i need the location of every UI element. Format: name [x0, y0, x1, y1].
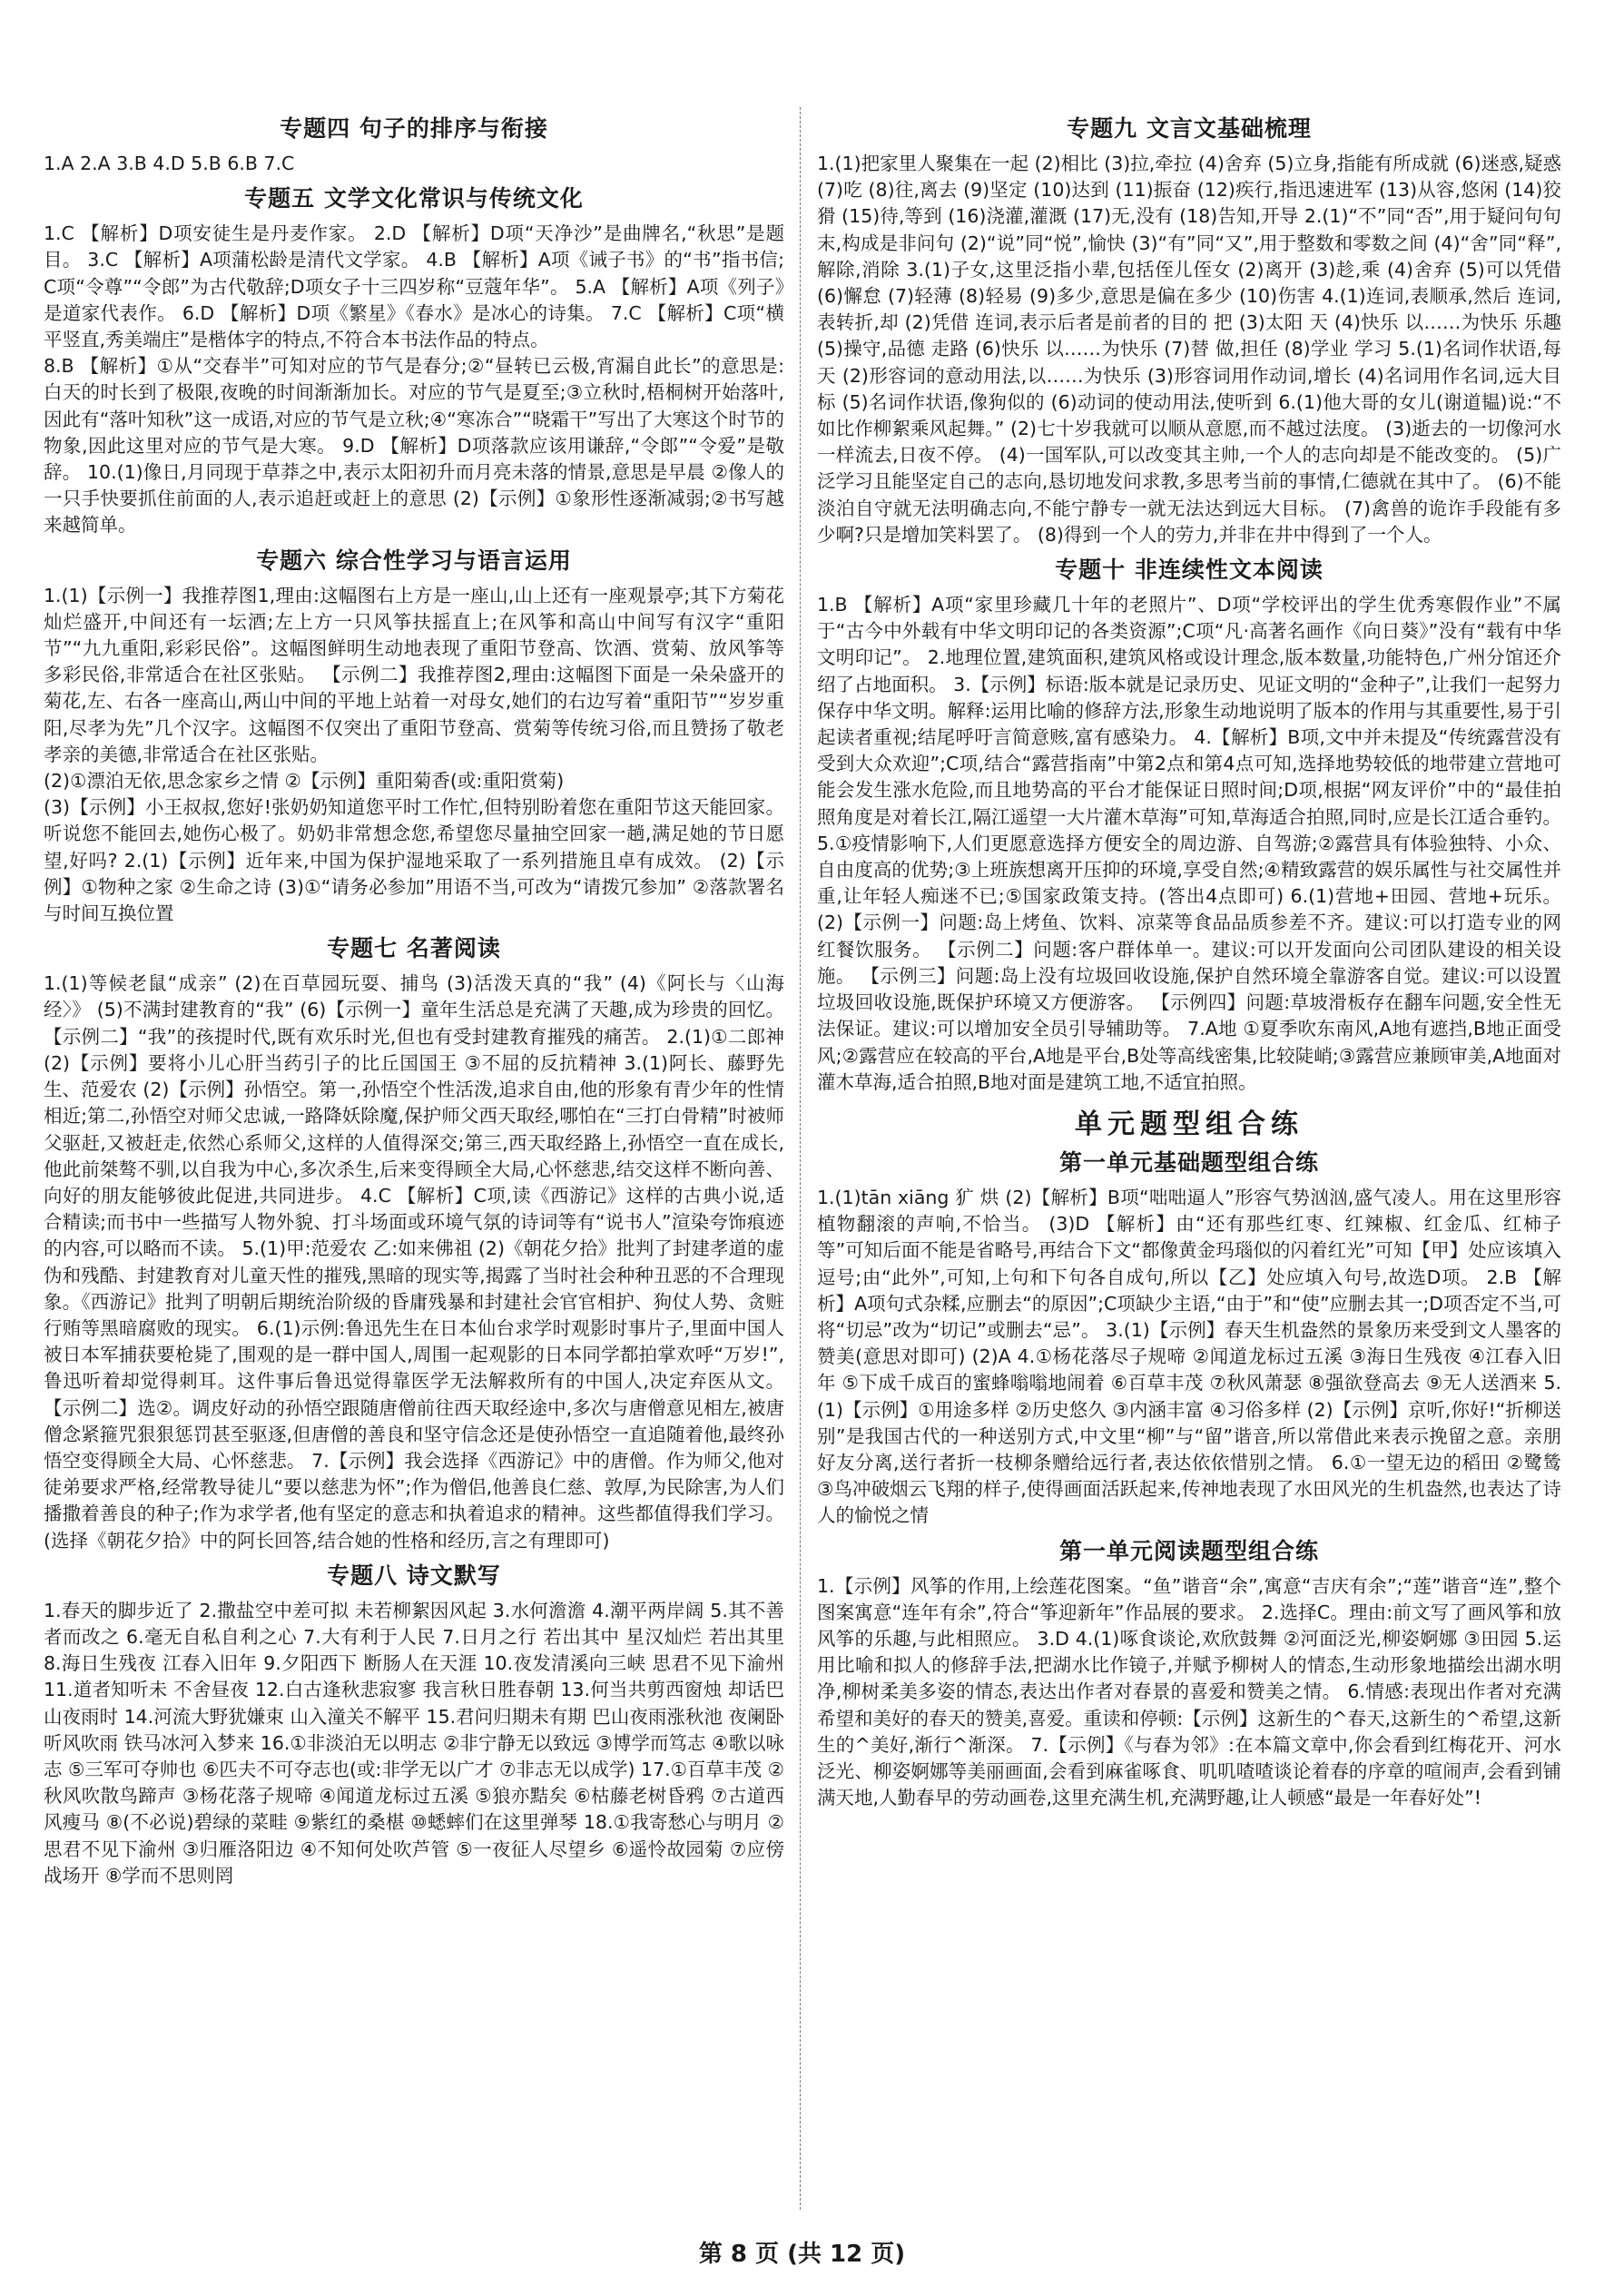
section	[817, 1109, 1561, 1141]
answer-paragraph: 1.(1)tān xiāng 犷 烘 (2)【解析】B项“咄咄逼人”形容气势汹汹,盛气凌人。用在这里形容植物翻滚的声响,不恰当。 (3)D 【解析】由“还有那些红枣、红辣椒、红金瓜、红柿子等”可知后面不能是省略号,再结合下文“都像黄金玛瑙似的闪着红光”可知【甲】处应该填入逗号;由“此外”,可知,上句和下句各自成句,所以【乙】处应填入句号,故选D项。 2.B 【解析】A项句式杂糅,应删去“的原因”;C项缺少主语,“由于”和“使”应删去其一;D项否定不当,可将“切忌”改为“切记”或删去“忌”。 3.(1)【示例】春天生机盎然的景象历来受到文人墨客的赞美(意思对即可) (2)A 4.①杨花落尽子规啼 ②闻道龙标过五溪 ③海日生残夜 ④江春入旧年 ⑤下成千成百的蜜蜂嗡嗡地闹着 ⑥百草丰茂 ⑦秋风萧瑟 ⑧强欲登高去 ⑨无人送酒来 5.(1)【示例】①用途多样 ②历史悠久 ③内涵丰富 ④习俗多样 (2)【示例】京听,你好!“折柳送别”是我国古代的一种送别方式,中文里“柳”与“留”谐音,所以常借此来表示挽留之意。亲朋好友分离,送行者折一枝柳条赠给远行者,表达依依惜别之情。 6.①一望无边的稻田 ②鹭鸶 ③鸟冲破烟云飞翔的样子,使得画面活跃起来,传神地表现了水田风光的生机盎然,也表达了诗人的愉悦之情	[817, 1186, 1561, 1527]
section	[44, 932, 784, 1553]
answer-paragraph: 1.B 【解析】A项“家里珍藏几十年的老照片”、D项“学校评出的学生优秀寒假作业”不属于“古今中外载有中华文明印记的各类资源”;C项“凡·高著名画作《向日葵》”没有“载有中华文明印记”。 2.地理位置,建筑面积,建筑风格或设计理念,版本数量,功能特色,广州分馆还介绍了占地面积。 3.【示例】标语:版本就是记录历史、见证文明的“金种子”,让我们一起努力保存中华文明。解释:运用比喻的修辞方法,形象生动地说明了版本的作用与其重要性,易于引起读者重视;结尾呼吁言简意赅,富有感染力。 4.【解析】B项,文中并未提及“传统露营没有受到大众欢迎”;C项,结合“露营指南”中第2点和第4点可知,选择地势较低的地带建立营地可能会发生涨水危险,而且地势高的平台才能保证日照时间;D项,根据“网友评价”中的“最佳拍照角度是对着长江,隔江遥望一大片灌木草海”可知,草海适合拍照,同时,应是长江适合垂钓。 5.①疫情影响下,人们更愿意选择方便安全的周边游、自驾游;②露营具有体验独特、小众、自由度高的优势;③上班族想离开压抑的环境,享受自然;④精致露营的娱乐属性与社交属性并重,让年轻人痴迷不已;⑤国家政策支持。(答出4点即可) 6.(1)营地+田园、营地+玩乐。 (2)【示例一】问题:岛上烤鱼、饮料、凉菜等食品品质参差不齐。建议:可以打造专业的网红餐饮服务。 【示例二】问题:客户群体单一。建议:可以开发面向公司团队建设的相关设施。 【示例三】问题:岛上没有垃圾回收设施,保护自然环境全靠游客自觉。建议:可以设置垃圾回收设施,既保护环境又方便游客。 【示例四】问题:草坡滑板存在翻车问题,安全性无法保证。建议:可以增加安全员引导辅助等。 7.A地 ①夏季吹东南风,A地有遮挡,B地正面受风;②露营应在较高的平台,A地是平台,B处等高线密集,比较陡峭;③露营应兼顾审美,A地面对灌木草海,适合拍照,B地对面是建筑工地,不适宜拍照。	[817, 594, 1561, 1093]
answer-paragraph: 1.(1)把家里人聚集在一起 (2)相比 (3)拉,牵拉 (4)舍弃 (5)立身,指能有所成就 (6)迷惑,疑惑 (7)吃 (8)往,离去 (9)坚定 (10)达到 (11)振奋 (12)疾行,指迅速进军 (13)从容,悠闲 (14)狡猾 (15)待,等到 (16)浇灌,灌溉 (17)无,没有 (18)告知,开导 2.(1)“不”同“否”,用于疑问句句末,构成是非问句 (2)“说”同“悦”,愉快 (3)“有”同“又”,用于整数和零数之间 (4)“舍”同“释”,解除,消除 3.(1)子女,这里泛指小辈,包括侄儿侄女 (2)离开 (3)趁,乘 (4)舍弃 (5)可以凭借 (6)懈怠 (7)轻薄 (8)轻易 (9)多少,意思是偏在多少 (10)伤害 4.(1)连词,表顺承,然后 连词,表转折,却 (2)凭借 连词,表示后者是前者的目的 把 (3)太阳 天 (4)快乐 以……为快乐 乐趣 (5)操守,品德 走路 (6)快乐 以……为快乐 (7)替 做,担任 (8)学业 学习 5.(1)名词作状语,每天 (2)形容词的意动用法,以……为快乐 (3)形容词用作动词,增长 (4)名词用作名词,远大目标 (5)名词作状语,像狗似的 (6)动词的使动用法,使听到 6.(1)他大哥的女儿(谢道韫)说:“不如比作柳絮乘风起舞。” (2)七十岁我就可以顺从意愿,而不越过法度。 (3)逝去的一切像河水一样流去,日夜不停。 (4)一国军队,可以改变其主帅,一个人的志向却是不能改变的。 (5)广泛学习且能坚定自己的志向,恳切地发问求教,多思考当前的事情,仁德就在其中了。 (6)不能淡泊自守就无法明确志向,不能宁静专一就无法达到远大目标。 (7)禽兽的诡诈手段能有多少啊?只是增加笑料罢了。 (8)得到一个人的劳力,并非在井中得到了一个人。	[817, 153, 1561, 546]
section	[44, 113, 784, 177]
section	[817, 554, 1561, 1096]
answer-paragraph: 1.A 2.A 3.B 4.D 5.B 6.B 7.C	[44, 153, 295, 174]
column-divider	[800, 107, 801, 2210]
section	[44, 182, 784, 538]
section	[817, 1535, 1561, 1812]
section-title: 单元题型组合练	[1075, 1108, 1304, 1140]
answer-paragraph: 8.B 【解析】①从“交春半”可知对应的节气是春分;②“昼转已云极,宵漏自此长”的意思是:白天的时长到了极限,夜晚的时间渐渐加长。对应的节气是夏至;③立秋时,梧桐树开始落叶,因此有“落叶知秋”这一成语,对应的节气是立秋;④“寒冻合”“晓霜干”写出了大寒这个时节的物象,因此这里对应的节气是大寒。 9.D 【解析】D项落款应该用谦辞,“令郎”“令爱”是敬辞。 10.(1)像日,月同现于草莽之中,表示太阳初升而月亮未落的情景,意思是早晨 ②像人的一只手快要抓住前面的人,表示追赶或赶上的意思 (2)【示例】①象形性逐渐减弱;②书写越来越简单。	[44, 355, 784, 537]
section-title: 专题七 名著阅读	[327, 935, 501, 962]
section	[817, 1147, 1561, 1530]
section-title: 专题四 句子的排序与衔接	[280, 115, 548, 142]
answer-paragraph: 1.C 【解析】D项安徒生是丹麦作家。 2.D 【解析】D项“天净沙”是曲牌名,“秋思”是题目。 3.C 【解析】A项蒲松龄是清代文学家。 4.B 【解析】A项《诫子书》的“书”指书信;C项“令尊”“令郎”为古代敬辞;D项女子十三四岁称“豆蔻年华”。 5.A 【解析】A项《列子》是道家代表作。 6.D 【解析】D项《繁星》《春水》是冰心的诗集。 7.C 【解析】C项“横平竖直,秀美端庄”是楷体字的特点,不符合本书法作品的特点。	[44, 222, 784, 351]
section-title: 第一单元阅读题型组合练	[1058, 1537, 1319, 1564]
section-title: 专题八 诗文默写	[327, 1562, 501, 1589]
section	[44, 545, 784, 928]
answer-paragraph: 1.(1)【示例一】我推荐图1,理由:这幅图右上方是一座山,山上还有一座观景亭;其下方菊花灿烂盛开,中间还有一坛酒;左上方一只风筝扶摇直上;在风筝和高山中间写有汉字“重阳节”“九九重阳,彩彩民俗”。这幅图鲜明生动地表现了重阳节登高、饮酒、赏菊、放风筝等多彩民俗,非常适合在社区张贴。 【示例二】我推荐图2,理由:这幅图下面是一朵朵盛开的菊花,左、右各一座高山,两山中间的平地上站着一对母女,她们的右边写着“重阳节”“岁岁重阳,尽孝为先”几个汉字。这幅图不仅突出了重阳节登高、赏菊等传统习俗,而且赞扬了敬老孝亲的美德,非常适合在社区张贴。	[44, 584, 784, 765]
right-column	[817, 107, 1561, 2210]
answer-paragraph: (2)①漂泊无依,思念家乡之情 ②【示例】重阳菊香(或:重阳赏菊)	[44, 770, 565, 793]
section-title: 专题九 文言文基础梳理	[1067, 115, 1312, 142]
left-column	[44, 107, 784, 2210]
answer-paragraph: 1.春天的脚步近了 2.撒盐空中差可拟 未若柳絮因风起 3.水何澹澹 4.潮平两岸阔 5.其不善者而改之 6.毫无自私自利之心 7.大有利于人民 7.日月之行 若出其中 星汉灿烂 若出其里 8.海日生残夜 江春入旧年 9.夕阳西下 断肠人在天涯 10.夜发清溪向三峡 思君不见下渝州 11.道者知听未 不舍昼夜 12.白古逢秋悲寂寥 我言秋日胜春朝 13.何当共剪西窗烛 却话巴山夜雨时 14.河流大野犹嫌束 山入潼关不解平 15.君问归期未有期 巴山夜雨涨秋池 夜阑卧听风吹雨 铁马冰河入梦来 16.①非淡泊无以明志 ②非宁静无以致远 ③博学而笃志 ④歌以咏志 ⑤三军可夺帅也 ⑥匹夫不可夺志也(或:非学无以广才 ⑦非志无以成学) 17.①百草丰茂 ②秋风吹散鸟蹄声 ③杨花落子规啼 ④闻道龙标过五溪 ⑤狼亦黠矣 ⑥枯藤老树昏鸦 ⑦古道西风瘦马 ⑧(不必说)碧绿的菜畦 ⑨紫红的桑椹 ⑩蟋蟀们在这里弹琴 18.①我寄愁心与明月 ②思君不见下渝州 ③归雁洛阳边 ④不知何处吹芦管 ⑤一夜征人尽望乡 ⑥遥怜故园菊 ⑦应傍战场开 ⑧学而不思则罔	[44, 1599, 784, 1887]
section	[44, 1560, 784, 1889]
section-title: 第一单元基础题型组合练	[1058, 1148, 1319, 1176]
page-number: 第 8 页 (共 12 页)	[698, 2241, 906, 2268]
section-title: 专题十 非连续性文本阅读	[1055, 557, 1324, 584]
answer-paragraph: 1.(1)等候老鼠“成亲” (2)在百草园玩耍、捕鸟 (3)活泼天真的“我” (4)《阿长与〈山海经〉》 (5)不满封建教育的“我” (6)【示例一】童年生活总是充满了天趣,成为珍贵的回忆。 【示例二】“我”的孩提时代,既有欢乐时光,但也有受封建教育摧残的痛苦。 2.(1)①二郎神 (2)【示例】要将小儿心肝当药引子的比丘国国王 ③不屈的反抗精神 3.(1)阿长、藤野先生、范爱农 (2)【示例】孙悟空。第一,孙悟空个性活泼,追求自由,他的形象有青少年的性情相近;第二,孙悟空对师父忠诚,一路降妖除魔,保护师父西天取经,哪怕在“三打白骨精”时被师父驱赶,又被赶走,依然心系师父,这样的人值得深交;第三,西天取经路上,孙悟空一直在成长,他此前桀骜不驯,以自我为中心,多次杀生,后来变得顾全大局,心怀慈悲,结交这样不断向善、向好的朋友能够彼此促进,共同进步。 4.C 【解析】C项,读《西游记》这样的古典小说,适合精读;而书中一些描写人物外貌、打斗场面或环境气氛的诗词等有“说书人”渲染夸饰痕迹的内容,可以略而不读。 5.(1)甲:范爱农 乙:如来佛祖 (2)《朝花夕拾》批判了封建孝道的虚伪和残酷、封建教育对儿童天性的摧残,黑暗的现实等,揭露了当时社会种种丑恶的不合理现象。《西游记》批判了明朝后期统治阶级的昏庸残暴和封建社会官官相护、狗仗人势、贪赃行贿等黑暗腐败的现实。 6.(1)示例:鲁迅先生在日本仙台求学时观影时事片子,里面中国人被日本军捕获要枪毙了,围观的是一群中国人,周围一起观影的日本同学都拍掌欢呼“万岁!”,鲁迅听着却觉得刺耳。这件事后鲁迅觉得靠医学无法解救所有的中国人,决定弃医从文。 【示例二】选②。调皮好动的孙悟空跟随唐僧前往西天取经途中,多次与唐僧意见相左,被唐僧念紧箍咒狠狠惩罚甚至驱逐,但唐僧的善良和坚守信念还是使孙悟空一直追随着他,最终孙悟空变得顾全大局、心怀慈悲。 7.【示例】我会选择《西游记》中的唐僧。作为师父,他对徒弟要求严格,经常教导徒儿“要以慈悲为怀”;作为僧侣,他善良仁慈、敦厚,为民除害,为人们播撒着善良的种子;作为求学者,他有坚定的意志和执着追求的精神。这些都值得我们学习。(选择《朝花夕拾》中的阿长回答,结合她的性格和经历,言之有理即可)	[44, 972, 784, 1552]
answer-paragraph: 1.【示例】风筝的作用,上绘莲花图案。“鱼”谐音“余”,寓意“吉庆有余”;“莲”谐音“连”,整个图案寓意“连年有余”,符合“筝迎新年”作品展的要求。 2.选择C。理由:前文写了画风筝和放风筝的乐趣,与此相照应。 3.D 4.(1)啄食谈论,欢欣鼓舞 ②河面泛光,柳姿婀娜 ③田园 5.运用比喻和拟人的修辞手法,把湖水比作镜子,并赋予柳树人的情态,生动形象地描绘出湖水明净,柳树柔美多姿的情态,表达出作者对春景的喜爱和赞美之情。 6.情感:表现出作者对充满希望和美好的春天的赞美,喜爱。重读和停顿:【示例】这新生的^春天,这新生的^希望,这新生的^美好,渐行^渐深。 7.【示例】《与春为邻》:在本篇文章中,你会看到红梅花开、河水泛光、柳姿婀娜等美丽画面,会看到麻雀啄食、叽叽喳喳谈论着春的序章的喧闹声,会看到铺满天地,人勤春早的劳动画卷,这里充满生机,充满野趣,让人顿感“最是一年春好处”!	[817, 1574, 1561, 1809]
section-title: 专题五 文学文化常识与传统文化	[244, 185, 584, 212]
section	[817, 113, 1561, 548]
section-title: 专题六 综合性学习与语言运用	[256, 547, 572, 574]
answer-paragraph: (3)【示例】小王叔叔,您好!张奶奶知道您平时工作忙,但特别盼着您在重阳节这天能回家。听说您不能回去,她伤心极了。奶奶非常想念您,希望您尽量抽空回家一趟,满足她的节日愿望,好吗? 2.(1)【示例】近年来,中国为保护湿地采取了一系列措施且卓有成效。 (2)【示例】①物种之家 ②生命之诗 (3)①“请务必参加”用语不当,可改为“请拨冗参加” ②落款署名与时间互换位置	[44, 796, 784, 925]
